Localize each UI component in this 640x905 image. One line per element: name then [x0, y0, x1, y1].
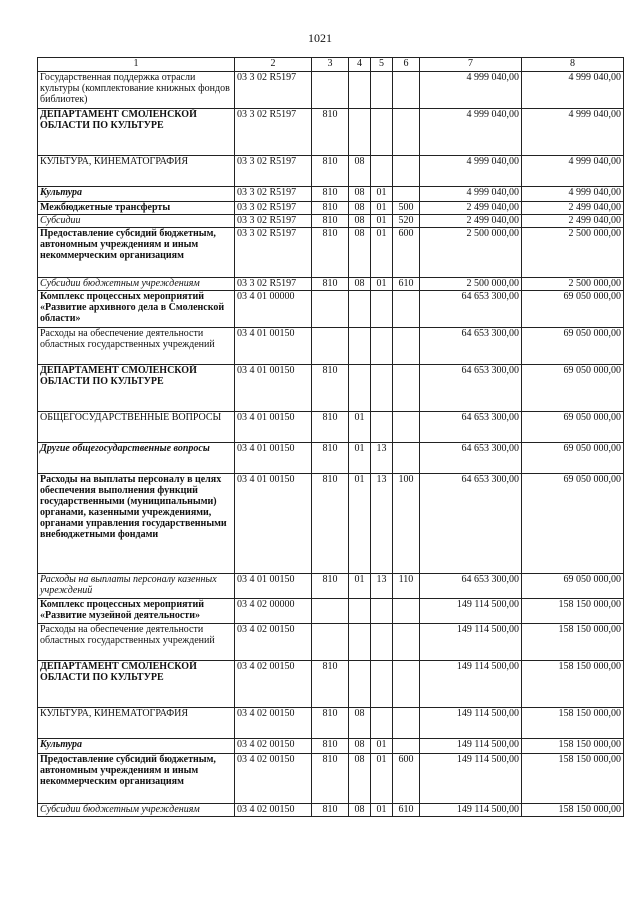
section-code-cell	[349, 365, 371, 412]
row-name-cell: Культура	[38, 187, 235, 202]
subsection-code-cell: 01	[371, 754, 393, 804]
amount-year1-cell: 149 114 500,00	[420, 804, 522, 817]
budget-table	[37, 57, 624, 817]
amount-year1-cell: 149 114 500,00	[420, 708, 522, 739]
expense-type-cell	[393, 661, 420, 708]
target-article-cell: 03 3 02 R5197	[235, 228, 312, 278]
amount-year2-cell: 2 500 000,00	[522, 228, 624, 278]
expense-type-cell: 500	[393, 202, 420, 215]
department-code-cell: 810	[312, 109, 349, 156]
amount-year2-cell: 158 150 000,00	[522, 624, 624, 661]
department-code-cell	[312, 328, 349, 365]
section-code-cell: 08	[349, 156, 371, 187]
target-article-cell: 03 4 01 00150	[235, 474, 312, 574]
section-code-cell	[349, 291, 371, 328]
expense-type-cell	[393, 708, 420, 739]
amount-year2-cell: 2 499 040,00	[522, 215, 624, 228]
table-row	[38, 228, 624, 278]
table-row	[38, 72, 624, 109]
subsection-code-cell: 01	[371, 215, 393, 228]
section-code-cell: 01	[349, 412, 371, 443]
department-code-cell: 810	[312, 156, 349, 187]
column-number: 1	[38, 58, 235, 72]
amount-year1-cell: 2 499 040,00	[420, 215, 522, 228]
amount-year2-cell: 2 500 000,00	[522, 278, 624, 291]
table-row	[38, 187, 624, 202]
table-row	[38, 365, 624, 412]
row-name-cell: Предоставление субсидий бюджетным, автономным учреждениям и иным некоммерческим организациям	[38, 754, 235, 804]
amount-year1-cell: 64 653 300,00	[420, 365, 522, 412]
target-article-cell: 03 4 02 00000	[235, 599, 312, 624]
expense-type-cell: 610	[393, 278, 420, 291]
section-code-cell	[349, 599, 371, 624]
row-name-cell: Предоставление субсидий бюджетным, автономным учреждениям и иным некоммерческим организациям	[38, 228, 235, 278]
amount-year1-cell: 64 653 300,00	[420, 328, 522, 365]
department-code-cell: 810	[312, 202, 349, 215]
department-code-cell: 810	[312, 412, 349, 443]
subsection-code-cell: 13	[371, 443, 393, 474]
table-row	[38, 412, 624, 443]
section-code-cell: 08	[349, 739, 371, 754]
row-name-cell: ОБЩЕГОСУДАРСТВЕННЫЕ ВОПРОСЫ	[38, 412, 235, 443]
table-row	[38, 754, 624, 804]
amount-year2-cell: 69 050 000,00	[522, 574, 624, 599]
amount-year2-cell: 158 150 000,00	[522, 708, 624, 739]
row-name-cell: Расходы на выплаты персоналу в целях обеспечения выполнения функций государственными (муниципальными) органами, казенными учреждениями, органами управления государственными внебюджетными фондами	[38, 474, 235, 574]
amount-year1-cell: 2 500 000,00	[420, 278, 522, 291]
amount-year1-cell: 2 499 040,00	[420, 202, 522, 215]
expense-type-cell	[393, 328, 420, 365]
expense-type-cell	[393, 72, 420, 109]
section-code-cell: 08	[349, 708, 371, 739]
amount-year2-cell: 158 150 000,00	[522, 739, 624, 754]
target-article-cell: 03 4 02 00150	[235, 708, 312, 739]
amount-year1-cell: 4 999 040,00	[420, 109, 522, 156]
amount-year2-cell: 69 050 000,00	[522, 474, 624, 574]
department-code-cell: 810	[312, 278, 349, 291]
row-name-cell: КУЛЬТУРА, КИНЕМАТОГРАФИЯ	[38, 708, 235, 739]
row-name-cell: Расходы на обеспечение деятельности областных государственных учреждений	[38, 328, 235, 365]
table-row	[38, 443, 624, 474]
target-article-cell: 03 4 01 00150	[235, 443, 312, 474]
row-name-cell: ДЕПАРТАМЕНТ СМОЛЕНСКОЙ ОБЛАСТИ ПО КУЛЬТУРЕ	[38, 365, 235, 412]
table-row	[38, 215, 624, 228]
section-code-cell	[349, 72, 371, 109]
amount-year1-cell: 149 114 500,00	[420, 624, 522, 661]
subsection-code-cell: 13	[371, 574, 393, 599]
table-row	[38, 278, 624, 291]
target-article-cell: 03 4 02 00150	[235, 661, 312, 708]
department-code-cell: 810	[312, 215, 349, 228]
section-code-cell: 08	[349, 187, 371, 202]
target-article-cell: 03 4 01 00150	[235, 365, 312, 412]
target-article-cell: 03 4 01 00150	[235, 574, 312, 599]
expense-type-cell	[393, 599, 420, 624]
subsection-code-cell	[371, 291, 393, 328]
column-number: 3	[312, 58, 349, 72]
table-row	[38, 328, 624, 365]
subsection-code-cell	[371, 708, 393, 739]
expense-type-cell	[393, 624, 420, 661]
amount-year2-cell: 158 150 000,00	[522, 754, 624, 804]
subsection-code-cell: 13	[371, 474, 393, 574]
expense-type-cell: 610	[393, 804, 420, 817]
expense-type-cell	[393, 365, 420, 412]
section-code-cell	[349, 624, 371, 661]
amount-year1-cell: 64 653 300,00	[420, 574, 522, 599]
row-name-cell: Субсидии бюджетным учреждениям	[38, 804, 235, 817]
department-code-cell: 810	[312, 365, 349, 412]
expense-type-cell	[393, 109, 420, 156]
amount-year1-cell: 64 653 300,00	[420, 474, 522, 574]
column-number-row	[38, 58, 624, 72]
section-code-cell	[349, 328, 371, 365]
table-row	[38, 574, 624, 599]
amount-year2-cell: 69 050 000,00	[522, 365, 624, 412]
row-name-cell: Субсидии	[38, 215, 235, 228]
target-article-cell: 03 3 02 R5197	[235, 72, 312, 109]
target-article-cell: 03 3 02 R5197	[235, 278, 312, 291]
amount-year2-cell: 158 150 000,00	[522, 804, 624, 817]
amount-year1-cell: 149 114 500,00	[420, 754, 522, 804]
department-code-cell	[312, 291, 349, 328]
amount-year2-cell: 4 999 040,00	[522, 72, 624, 109]
subsection-code-cell: 01	[371, 228, 393, 278]
amount-year1-cell: 149 114 500,00	[420, 599, 522, 624]
amount-year2-cell: 4 999 040,00	[522, 187, 624, 202]
table-row	[38, 661, 624, 708]
section-code-cell	[349, 109, 371, 156]
amount-year1-cell: 64 653 300,00	[420, 291, 522, 328]
expense-type-cell: 110	[393, 574, 420, 599]
subsection-code-cell: 01	[371, 202, 393, 215]
table-row	[38, 202, 624, 215]
subsection-code-cell	[371, 599, 393, 624]
table-body	[38, 72, 624, 817]
amount-year1-cell: 4 999 040,00	[420, 187, 522, 202]
subsection-code-cell	[371, 156, 393, 187]
row-name-cell: Субсидии бюджетным учреждениям	[38, 278, 235, 291]
amount-year1-cell: 149 114 500,00	[420, 739, 522, 754]
section-code-cell: 01	[349, 474, 371, 574]
column-number: 7	[420, 58, 522, 72]
subsection-code-cell	[371, 624, 393, 661]
target-article-cell: 03 3 02 R5197	[235, 187, 312, 202]
table-row	[38, 474, 624, 574]
table-row	[38, 739, 624, 754]
row-name-cell: ДЕПАРТАМЕНТ СМОЛЕНСКОЙ ОБЛАСТИ ПО КУЛЬТУРЕ	[38, 661, 235, 708]
row-name-cell: КУЛЬТУРА, КИНЕМАТОГРАФИЯ	[38, 156, 235, 187]
subsection-code-cell	[371, 328, 393, 365]
column-number: 6	[393, 58, 420, 72]
subsection-code-cell: 01	[371, 739, 393, 754]
department-code-cell: 810	[312, 661, 349, 708]
section-code-cell: 08	[349, 202, 371, 215]
department-code-cell: 810	[312, 574, 349, 599]
amount-year1-cell: 4 999 040,00	[420, 156, 522, 187]
expense-type-cell	[393, 739, 420, 754]
subsection-code-cell: 01	[371, 804, 393, 817]
section-code-cell: 08	[349, 228, 371, 278]
row-name-cell: Государственная поддержка отрасли культуры (комплектование книжных фондов библиотек)	[38, 72, 235, 109]
column-number: 2	[235, 58, 312, 72]
section-code-cell	[349, 661, 371, 708]
department-code-cell	[312, 72, 349, 109]
subsection-code-cell: 01	[371, 187, 393, 202]
section-code-cell: 08	[349, 804, 371, 817]
target-article-cell: 03 4 02 00150	[235, 624, 312, 661]
expense-type-cell: 600	[393, 228, 420, 278]
table-row	[38, 599, 624, 624]
amount-year2-cell: 2 499 040,00	[522, 202, 624, 215]
table-row	[38, 109, 624, 156]
row-name-cell: Культура	[38, 739, 235, 754]
target-article-cell: 03 4 01 00150	[235, 328, 312, 365]
target-article-cell: 03 4 01 00000	[235, 291, 312, 328]
expense-type-cell	[393, 187, 420, 202]
row-name-cell: Межбюджетные трансферты	[38, 202, 235, 215]
target-article-cell: 03 3 02 R5197	[235, 202, 312, 215]
amount-year2-cell: 4 999 040,00	[522, 156, 624, 187]
row-name-cell: Расходы на обеспечение деятельности областных государственных учреждений	[38, 624, 235, 661]
department-code-cell: 810	[312, 228, 349, 278]
amount-year2-cell: 158 150 000,00	[522, 599, 624, 624]
target-article-cell: 03 3 02 R5197	[235, 215, 312, 228]
department-code-cell	[312, 624, 349, 661]
amount-year2-cell: 4 999 040,00	[522, 109, 624, 156]
subsection-code-cell	[371, 109, 393, 156]
amount-year1-cell: 64 653 300,00	[420, 443, 522, 474]
subsection-code-cell	[371, 661, 393, 708]
department-code-cell	[312, 599, 349, 624]
row-name-cell: Расходы на выплаты персоналу казенных учреждений	[38, 574, 235, 599]
amount-year1-cell: 4 999 040,00	[420, 72, 522, 109]
department-code-cell: 810	[312, 804, 349, 817]
target-article-cell: 03 4 02 00150	[235, 804, 312, 817]
amount-year1-cell: 2 500 000,00	[420, 228, 522, 278]
table-row	[38, 624, 624, 661]
amount-year2-cell: 69 050 000,00	[522, 412, 624, 443]
department-code-cell: 810	[312, 443, 349, 474]
expense-type-cell: 600	[393, 754, 420, 804]
target-article-cell: 03 4 01 00150	[235, 412, 312, 443]
expense-type-cell	[393, 443, 420, 474]
department-code-cell: 810	[312, 739, 349, 754]
expense-type-cell: 520	[393, 215, 420, 228]
target-article-cell: 03 3 02 R5197	[235, 156, 312, 187]
section-code-cell: 08	[349, 278, 371, 291]
subsection-code-cell: 01	[371, 278, 393, 291]
row-name-cell: Комплекс процессных мероприятий «Развитие музейной деятельности»	[38, 599, 235, 624]
amount-year2-cell: 69 050 000,00	[522, 443, 624, 474]
section-code-cell: 08	[349, 754, 371, 804]
amount-year2-cell: 69 050 000,00	[522, 291, 624, 328]
subsection-code-cell	[371, 365, 393, 412]
table-row	[38, 156, 624, 187]
section-code-cell: 08	[349, 215, 371, 228]
expense-type-cell	[393, 156, 420, 187]
department-code-cell: 810	[312, 708, 349, 739]
amount-year1-cell: 149 114 500,00	[420, 661, 522, 708]
column-number: 8	[522, 58, 624, 72]
amount-year1-cell: 64 653 300,00	[420, 412, 522, 443]
column-number: 4	[349, 58, 371, 72]
table-row	[38, 708, 624, 739]
table-row	[38, 804, 624, 817]
expense-type-cell	[393, 412, 420, 443]
amount-year2-cell: 158 150 000,00	[522, 661, 624, 708]
section-code-cell: 01	[349, 443, 371, 474]
department-code-cell: 810	[312, 474, 349, 574]
page-number: 1021	[308, 31, 332, 45]
target-article-cell: 03 3 02 R5197	[235, 109, 312, 156]
expense-type-cell: 100	[393, 474, 420, 574]
table-row	[38, 291, 624, 328]
subsection-code-cell	[371, 412, 393, 443]
department-code-cell: 810	[312, 754, 349, 804]
row-name-cell: Комплекс процессных мероприятий «Развитие архивного дела в Смоленской области»	[38, 291, 235, 328]
column-number: 5	[371, 58, 393, 72]
target-article-cell: 03 4 02 00150	[235, 754, 312, 804]
expense-type-cell	[393, 291, 420, 328]
row-name-cell: ДЕПАРТАМЕНТ СМОЛЕНСКОЙ ОБЛАСТИ ПО КУЛЬТУРЕ	[38, 109, 235, 156]
row-name-cell: Другие общегосударственные вопросы	[38, 443, 235, 474]
section-code-cell: 01	[349, 574, 371, 599]
amount-year2-cell: 69 050 000,00	[522, 328, 624, 365]
department-code-cell: 810	[312, 187, 349, 202]
subsection-code-cell	[371, 72, 393, 109]
target-article-cell: 03 4 02 00150	[235, 739, 312, 754]
